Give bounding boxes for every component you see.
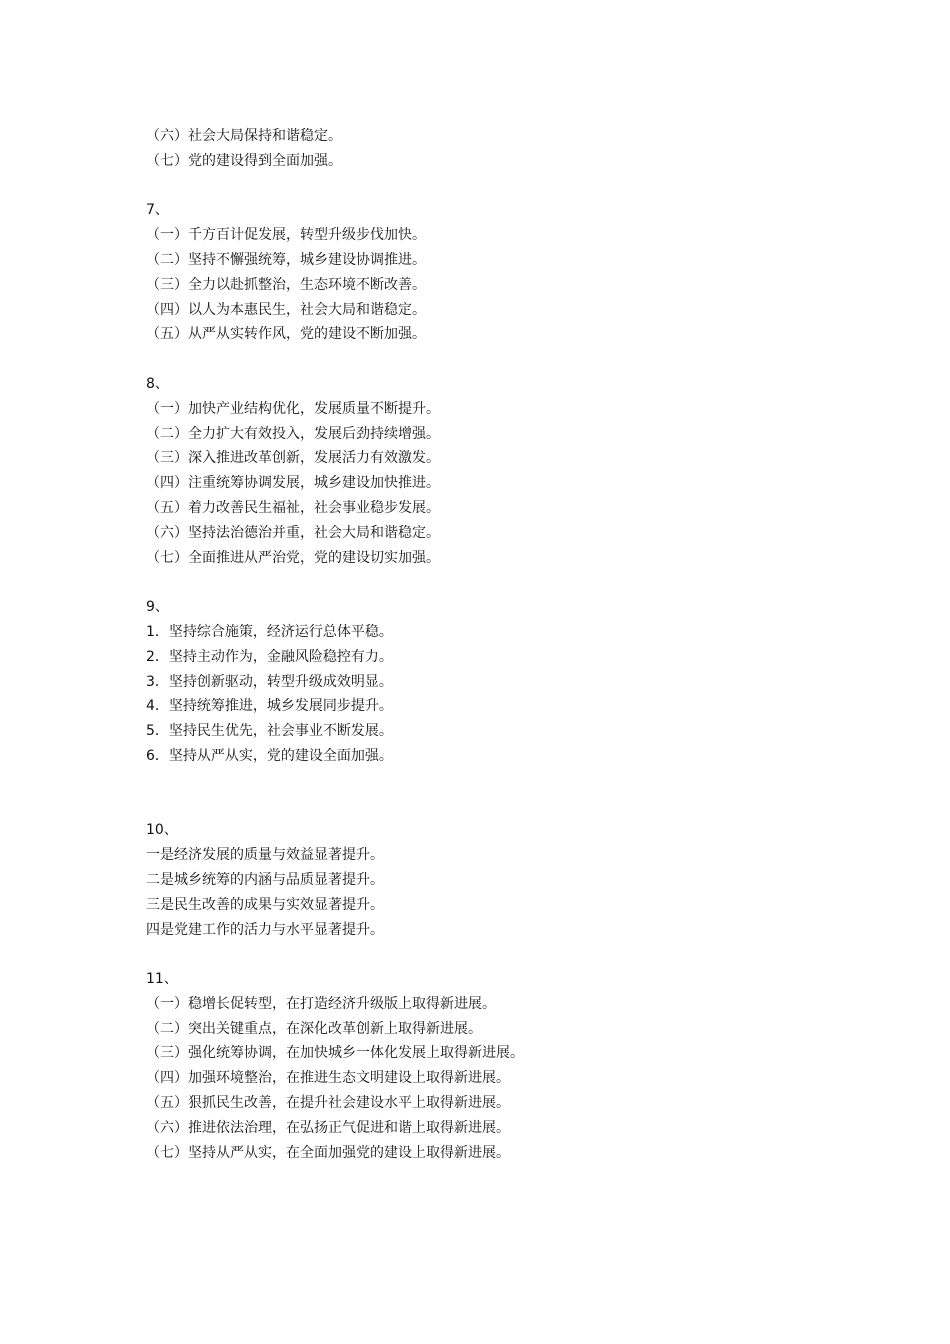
text-line: （一）千方百计促发展，转型升级步伐加快。 [146, 227, 426, 244]
blank-line [146, 942, 846, 967]
blank-line [146, 794, 846, 819]
text-line: 3．坚持创新驱动，转型升级成效明显。 [146, 673, 393, 690]
text-line: （五）着力改善民生福祉，社会事业稳步发展。 [146, 499, 440, 516]
blank-line [146, 570, 846, 595]
text-line: 二是城乡统筹的内涵与品质显著提升。 [146, 871, 384, 888]
text-line: （三）全力以赴抓整治，生态环境不断改善。 [146, 276, 426, 293]
section-heading: 11、 [146, 971, 178, 988]
blank-line [146, 347, 846, 372]
text-line: （四）加强环境整治，在推进生态文明建设上取得新进展。 [146, 1070, 510, 1087]
text-line: （四）注重统筹协调发展，城乡建设加快推进。 [146, 475, 440, 492]
text-line: （三）深入推进改革创新，发展活力有效激发。 [146, 450, 440, 467]
text-line: 2．坚持主动作为，金融风险稳控有力。 [146, 648, 393, 665]
text-line: （二）突出关键重点，在深化改革创新上取得新进展。 [146, 1020, 482, 1037]
text-line: 四是党建工作的活力与水平显著提升。 [146, 921, 384, 938]
text-line: 1．坚持综合施策，经济运行总体平稳。 [146, 623, 393, 640]
text-line: （六）坚持法治德治并重，社会大局和谐稳定。 [146, 524, 440, 541]
text-line: 一是经济发展的质量与效益显著提升。 [146, 847, 384, 864]
text-line: 三是民生改善的成果与实效显著提升。 [146, 896, 384, 913]
text-line: （六）社会大局保持和谐稳定。 [146, 128, 342, 144]
text-line: 5．坚持民生优先，社会事业不断发展。 [146, 723, 393, 740]
text-line: （七）党的建设得到全面加强。 [146, 152, 342, 169]
text-line: （二）坚持不懈强统筹，城乡建设协调推进。 [146, 251, 426, 268]
text-line: （六）推进依法治理，在弘扬正气促进和谐上取得新进展。 [146, 1119, 510, 1136]
text-line: （七）全面推进从严治党，党的建设切实加强。 [146, 549, 440, 566]
text-line: 6．坚持从严从实，党的建设全面加强。 [146, 747, 393, 764]
text-line: （四）以人为本惠民生，社会大局和谐稳定。 [146, 301, 426, 318]
section-heading: 10、 [146, 822, 178, 839]
text-line: （二）全力扩大有效投入，发展后劲持续增强。 [146, 425, 440, 442]
text-line: 4．坚持统筹推进，城乡发展同步提升。 [146, 698, 393, 715]
text-line: （五）从严从实转作风，党的建设不断加强。 [146, 326, 426, 343]
blank-line [146, 769, 846, 794]
text-line: （一）稳增长促转型，在打造经济升级版上取得新进展。 [146, 995, 496, 1012]
text-line: （一）加快产业结构优化，发展质量不断提升。 [146, 400, 440, 417]
section-heading: 7、 [146, 202, 169, 219]
blank-line [146, 174, 846, 199]
document-body [146, 124, 846, 1165]
section-heading: 8、 [146, 375, 169, 392]
text-line: （三）强化统筹协调，在加快城乡一体化发展上取得新进展。 [146, 1045, 524, 1062]
text-line: （五）狠抓民生改善，在提升社会建设水平上取得新进展。 [146, 1095, 510, 1112]
section-heading: 9、 [146, 599, 169, 616]
text-line: （七）坚持从严从实，在全面加强党的建设上取得新进展。 [146, 1144, 510, 1161]
